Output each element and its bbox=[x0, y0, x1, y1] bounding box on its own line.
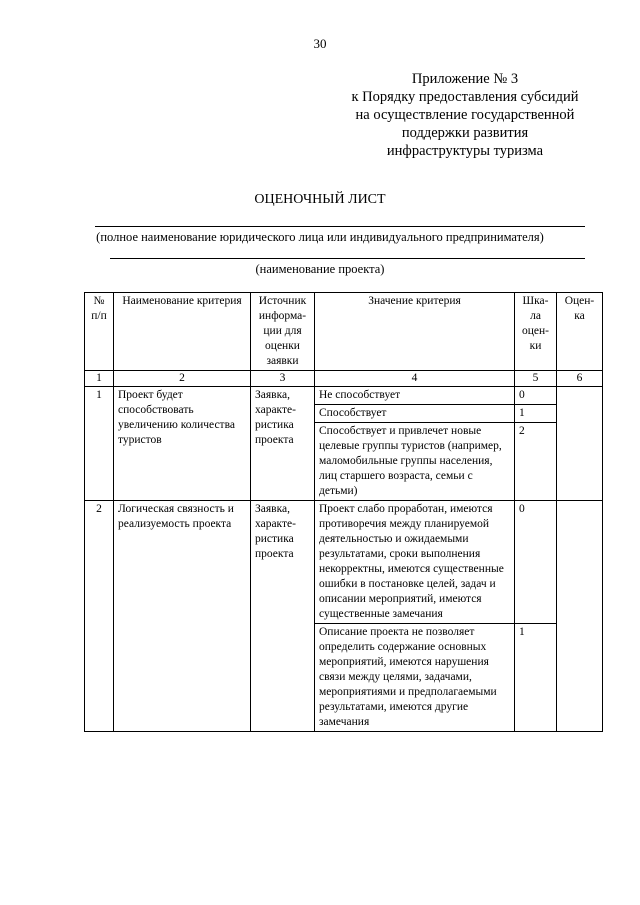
criterion-value: Способствует bbox=[315, 405, 515, 423]
row-number: 2 bbox=[85, 501, 114, 732]
column-number: 3 bbox=[251, 371, 315, 387]
information-source: Заявка, характе-ристика проекта bbox=[251, 387, 315, 501]
table-row bbox=[85, 501, 603, 624]
header-number: № п/п bbox=[85, 293, 114, 371]
column-number: 5 bbox=[515, 371, 557, 387]
criterion-value: Описание проекта не позволяет определить содержание основных мероприятий, имеются нарушения связи между целями, задачами, мероприятиями и предполагаемыми результатами, имеются другие замечания bbox=[315, 624, 515, 732]
project-name-line bbox=[110, 258, 585, 259]
appendix-heading bbox=[330, 70, 600, 160]
scale-score: 0 bbox=[515, 387, 557, 405]
criterion-name: Проект будет способствовать увеличению количества туристов bbox=[114, 387, 251, 501]
evaluation-cell bbox=[557, 501, 603, 732]
column-number: 1 bbox=[85, 371, 114, 387]
scale-score: 0 bbox=[515, 501, 557, 624]
header-value: Значение критерия bbox=[315, 293, 515, 371]
appendix-line: к Порядку предоставления субсидий bbox=[351, 89, 579, 105]
criterion-value: Способствует и привлечет новые целевые группы туристов (например, маломобильные группы населения, лиц старшего возраста, семьи с детьми) bbox=[315, 423, 515, 501]
scale-score: 1 bbox=[515, 624, 557, 732]
evaluation-cell bbox=[557, 387, 603, 501]
row-number: 1 bbox=[85, 387, 114, 501]
criterion-name: Логическая связность и реализуемость проекта bbox=[114, 501, 251, 732]
applicant-name-line bbox=[95, 226, 585, 227]
column-number: 2 bbox=[114, 371, 251, 387]
column-numbers-row bbox=[85, 371, 603, 387]
applicant-name-caption: (полное наименование юридического лица или индивидуального предпринимателя) bbox=[96, 230, 544, 244]
scale-score: 1 bbox=[515, 405, 557, 423]
information-source: Заявка, характе-ристика проекта bbox=[251, 501, 315, 732]
table-header-row bbox=[85, 293, 603, 371]
scale-score: 2 bbox=[515, 423, 557, 501]
appendix-line: инфраструктуры туризма bbox=[386, 143, 544, 159]
project-name-caption: (наименование проекта) bbox=[255, 262, 385, 276]
header-source: Источник информа-ции для оценки заявки bbox=[251, 293, 315, 371]
criteria-table bbox=[84, 292, 603, 732]
header-score: Оцен-ка bbox=[557, 293, 603, 371]
column-number: 6 bbox=[557, 371, 603, 387]
page-number: 30 bbox=[313, 36, 327, 51]
header-scale: Шка-ла оцен-ки bbox=[515, 293, 557, 371]
criterion-value: Не способствует bbox=[315, 387, 515, 405]
criterion-value: Проект слабо проработан, имеются противоречия между планируемой деятельностью и ожидаемыми результатами, сроки выполнения некорректны, имеются существенные ошибки в постановке целей, задач и описании мероприятий, имеются существенные замечания bbox=[315, 501, 515, 624]
table-row bbox=[85, 387, 603, 405]
header-criterion: Наименование критерия bbox=[114, 293, 251, 371]
document-title: ОЦЕНОЧНЫЙ ЛИСТ bbox=[254, 192, 386, 207]
appendix-line: на осуществление государственной bbox=[355, 107, 575, 123]
appendix-line: Приложение № 3 bbox=[411, 71, 519, 87]
appendix-line: поддержки развития bbox=[401, 125, 529, 141]
column-number: 4 bbox=[315, 371, 515, 387]
